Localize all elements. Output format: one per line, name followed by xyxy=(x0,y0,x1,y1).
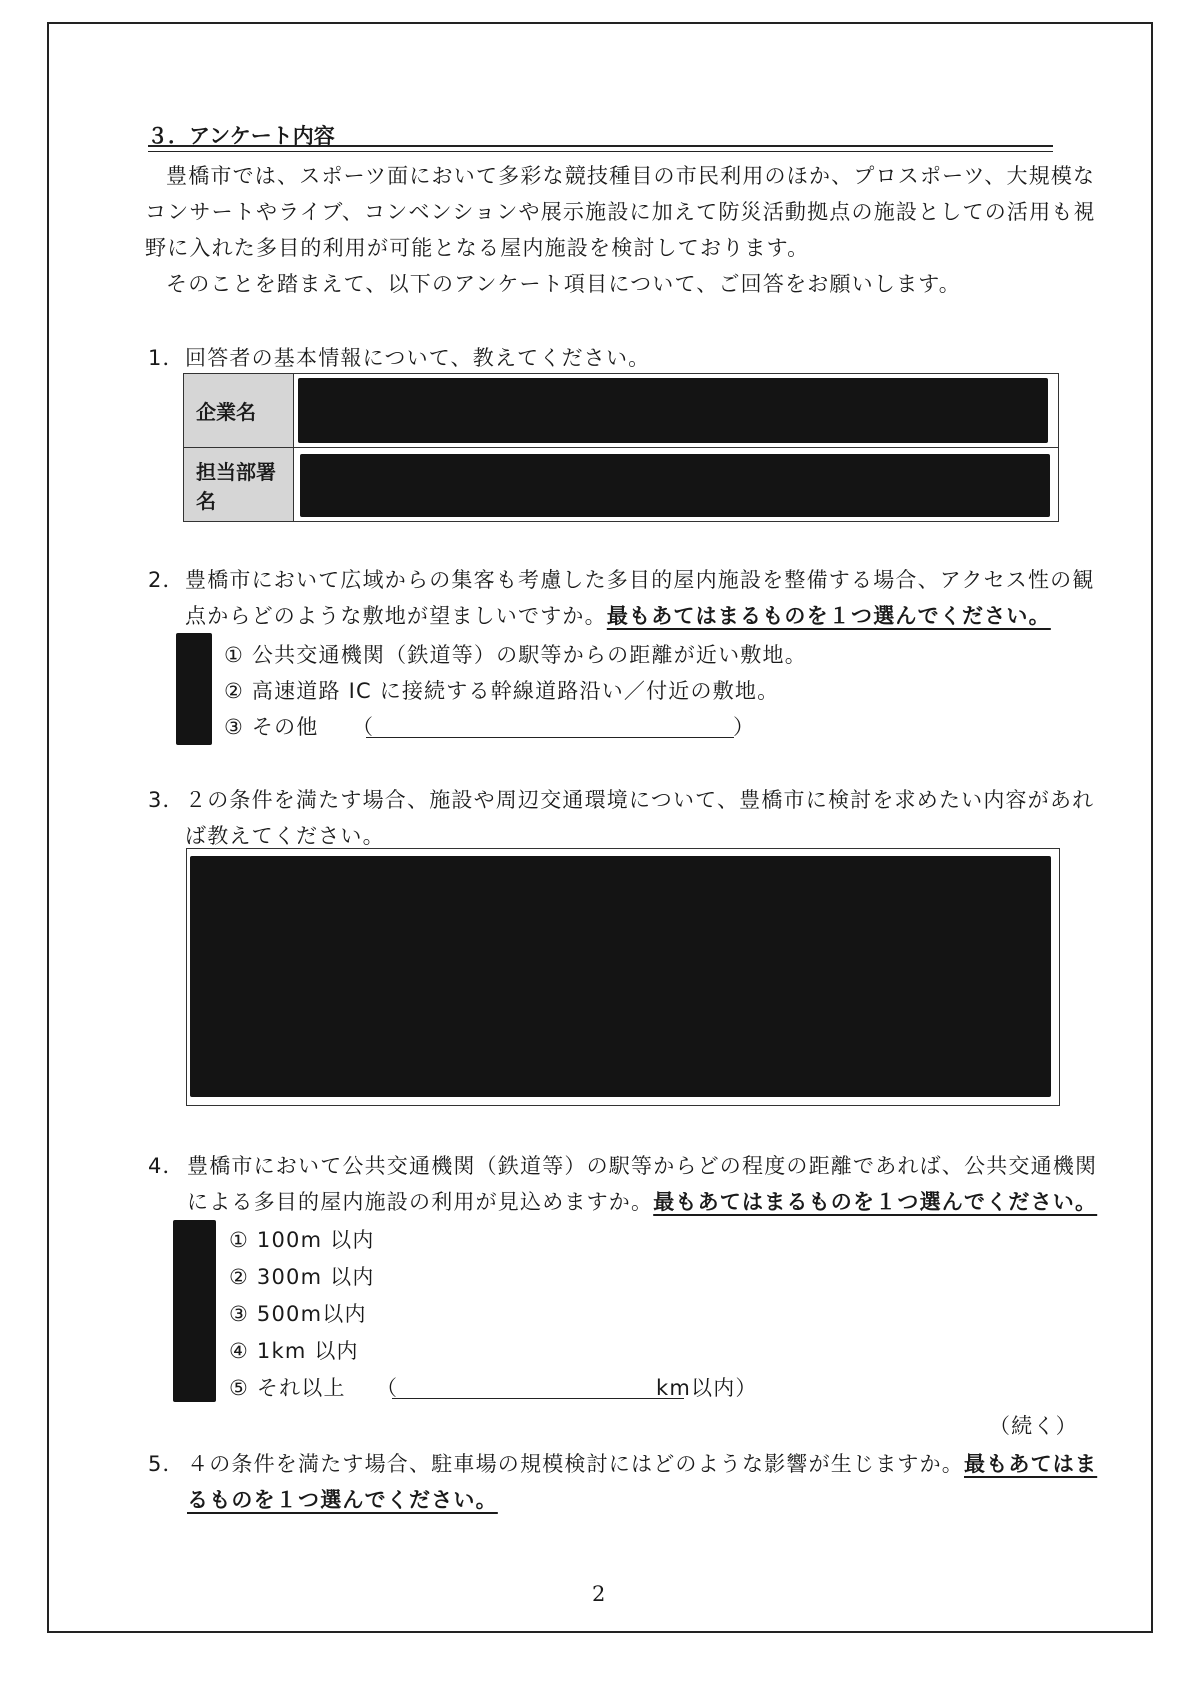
department-name-field[interactable] xyxy=(294,448,1059,522)
q4-option-3[interactable]: ③ 500m以内 xyxy=(229,1302,367,1326)
intro-line-4: そのことを踏まえて、以下のアンケート項目について、ご回答をお願いします。 xyxy=(166,272,961,296)
q2-option-1[interactable]: ① 公共交通機関（鉄道等）の駅等からの距離が近い敷地。 xyxy=(224,643,807,667)
intro-line-2: コンサートやライブ、コンベンションや展示施設に加えて防災活動拠点の施設としての活用も視 xyxy=(145,200,1096,224)
q4-other-paren-open: （ xyxy=(376,1376,399,1400)
company-name-field[interactable] xyxy=(294,374,1059,448)
intro-line-3: 野に入れた多目的利用が可能となる屋内施設を検討しております。 xyxy=(145,236,810,260)
q2-line-2 xyxy=(185,600,1051,630)
q4-number: 4． xyxy=(148,1154,185,1178)
q3-answer-box[interactable] xyxy=(186,848,1060,1106)
q4-other-suffix: km以内） xyxy=(656,1376,758,1400)
q3-line-2: ば教えてください。 xyxy=(185,824,385,848)
q5-instruction-part-2: るものを１つ選んでください。 xyxy=(187,1488,498,1512)
company-name-label: 企業名 xyxy=(184,374,294,448)
q2-instruction: 最もあてはまるものを１つ選んでください。 xyxy=(606,604,1051,628)
q1-number: 1． xyxy=(148,346,185,370)
section-title: ３．アンケート内容 xyxy=(147,124,335,148)
q3-redacted-answer xyxy=(190,856,1051,1097)
q4-option-5[interactable]: ⑤ それ以上 xyxy=(229,1376,346,1400)
redacted-department-name xyxy=(300,454,1050,517)
q3-number: 3． xyxy=(148,788,185,812)
q2-number: 2． xyxy=(148,568,185,592)
continued-note: （続く） xyxy=(989,1414,1078,1438)
q4-option-4[interactable]: ④ 1km 以内 xyxy=(229,1339,359,1363)
q5-line-1 xyxy=(187,1448,1097,1478)
q4-redacted-answer-column xyxy=(173,1220,216,1402)
page-number: 2 xyxy=(592,1582,606,1606)
q2-redacted-answer-column xyxy=(176,633,212,745)
q1-text: 回答者の基本情報について、教えてください。 xyxy=(185,346,651,370)
q2-line-1: 豊橋市において広域からの集客も考慮した多目的屋内施設を整備する場合、アクセス性の観 xyxy=(185,568,1095,592)
q4-instruction: 最もあてはまるものを１つ選んでください。 xyxy=(653,1190,1098,1214)
q4-line-2 xyxy=(187,1186,1097,1216)
q4-line-1: 豊橋市において公共交通機関（鉄道等）の駅等からどの程度の距離であれば、公共交通機関 xyxy=(187,1154,1098,1178)
q5-instruction-part-1: 最もあてはま xyxy=(964,1452,1098,1476)
q2-other-paren-close: ） xyxy=(733,715,756,739)
q5-line-1-text: ４の条件を満たす場合、駐車場の規模検討にはどのような影響が生じますか。 xyxy=(187,1452,964,1476)
q4-other-blank[interactable] xyxy=(392,1398,684,1399)
q4-line-2-text: による多目的屋内施設の利用が見込めますか。 xyxy=(187,1190,654,1214)
q5-line-2 xyxy=(187,1484,498,1514)
q2-other-blank[interactable] xyxy=(366,737,734,738)
intro-line-1: 豊橋市では、スポーツ面において多彩な競技種目の市民利用のほか、プロスポーツ、大規模な xyxy=(166,164,1096,188)
respondent-info-table xyxy=(183,373,1059,522)
q2-option-3[interactable]: ③ その他 xyxy=(224,715,319,739)
q4-option-2[interactable]: ② 300m 以内 xyxy=(229,1265,375,1289)
q5-number: 5． xyxy=(148,1452,185,1476)
department-name-label: 担当部署名 xyxy=(184,448,294,522)
section-title-rule xyxy=(148,145,1053,152)
q3-line-1: ２の条件を満たす場合、施設や周辺交通環境について、豊橋市に検討を求めたい内容があれ xyxy=(185,788,1095,812)
q2-line-2-text: 点からどのような敷地が望ましいですか。 xyxy=(185,604,607,628)
redacted-company-name xyxy=(298,378,1048,443)
q4-option-1[interactable]: ① 100m 以内 xyxy=(229,1228,375,1252)
q2-option-2[interactable]: ② 高速道路 IC に接続する幹線道路沿い／付近の敷地。 xyxy=(224,679,780,703)
q2-other-paren-open: （ xyxy=(352,715,375,739)
